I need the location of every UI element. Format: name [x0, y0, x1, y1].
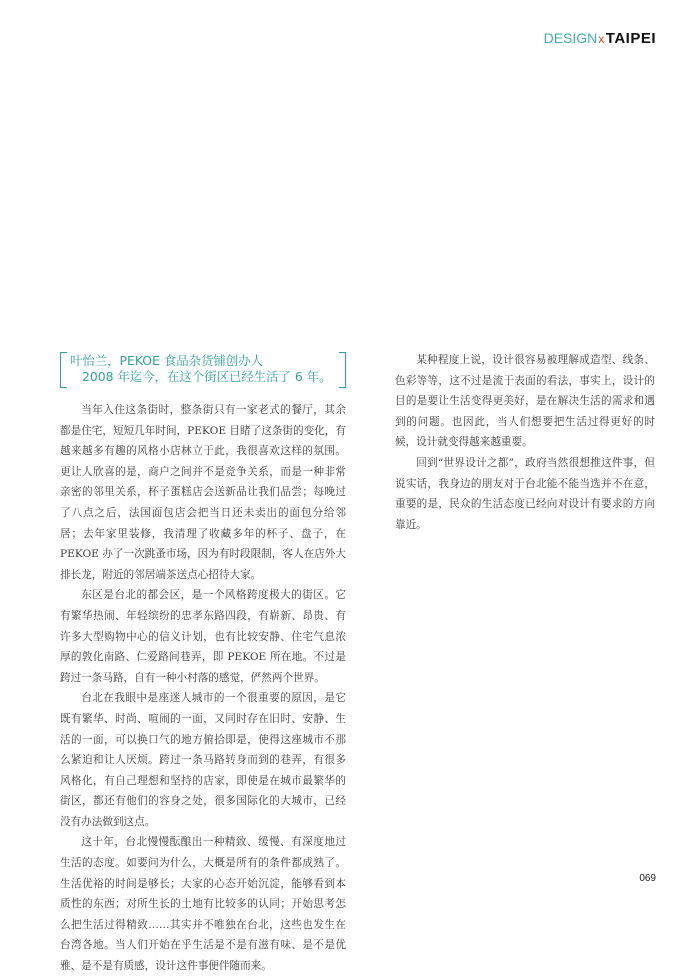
paragraph: 台北在我眼中是座迷人城市的一个很重要的原因，是它既有繁华、时尚、喧闹的一面，又同时存在旧时、安静、生活的一面，可以换口气的地方俯拾即是，使得这座城市不那么紧迫和让人厌烦。跨过一条马路转身而到的巷弄，有很多风格化，有自己理想和坚持的店家，即使是在城市最繁华的街区，都还有他们的容身之处，很多国际化的大城市，已经没有办法做到这点。	[60, 692, 346, 828]
paragraph: 回到“世界设计之都”，政府当然很想推这件事，但说实话，我身边的朋友对于台北能不能当选并不在意，重要的是，民众的生活态度已经向对设计有要求的方向靠近。	[395, 456, 655, 531]
quote-line-2: 2008 年迄今，在这个街区已经生活了 6 年。	[82, 369, 332, 384]
paragraph: 这十年，台北慢慢酝酿出一种精致、缓慢、有深度地过生活的态度。如要问为什么，大概是所有的条件都成熟了。生活优裕的时间是够长；大家的心态开始沉淀，能够看到本质性的东西；对所生长的土地有比较多的认同；开始思考怎么把生活过得精致……其实并不唯独在台北，这些也发生在台湾各地。当人们开始在乎生活是不是有滋有味、是不是优雅、是不是有质感，设计这件事便伴随而来。	[60, 836, 346, 973]
brand-logo	[544, 30, 656, 47]
brand-design-text: DESIGN	[543, 30, 598, 46]
right-column	[395, 350, 655, 535]
paragraph: 当年入住这条街时，整条街只有一家老式的餐厅，其余都是住宅，短短几年时间，PEKOE 目睹了这条街的变化，有越来越多有趣的风格小店林立于此，我很喜欢这样的氛围。更让人欣喜的是，商户之间并不是竞争关系，而是一种非常亲密的邻里关系，杯子蛋糕店会送新品让我们品尝；每晚过了八点之后，法国面包店会把当日还未卖出的面包分给邻居；去年家里装修，我清理了收藏多年的杯子、盘子，在 PEKOE 办了一次跳蚤市场，因为有时段限制，客人在店外大排长龙，附近的邻居端茶送点心招待大家。	[60, 404, 346, 581]
quote-line-1: 叶怡兰，PEKOE 食品杂货铺创办人	[70, 353, 263, 368]
paragraph: 某种程度上说，设计很容易被理解成造型、线条、色彩等等，这不过是流于表面的看法，事实上，设计的目的是要让生活变得更美好，是在解决生活的需求和遇到的问题。也因此，当人们想要把生活过得更好的时候，设计就变得越来越重要。	[395, 354, 655, 449]
pull-quote	[60, 352, 346, 388]
page-number: 069	[639, 873, 656, 884]
brand-taipei-text: TAIPEI	[605, 30, 656, 47]
brand-x-text: x	[598, 32, 605, 46]
quote-bracket-right	[339, 352, 346, 388]
paragraph: 东区是台北的都会区，是一个风格跨度极大的街区。它有繁华热闹、年轻缤纷的忠孝东路四段，有崭新、昂贵、有许多大型购物中心的信义计划，也有比较安静、住宅气息浓厚的敦化南路、仁爱路间巷弄，即 PEKOE 所在地。不过是跨过一条马路，自有一种小村落的感觉，俨然两个世界。	[60, 589, 346, 684]
left-column	[60, 400, 346, 977]
quote-bracket-left	[60, 352, 67, 388]
quote-text	[70, 353, 331, 385]
